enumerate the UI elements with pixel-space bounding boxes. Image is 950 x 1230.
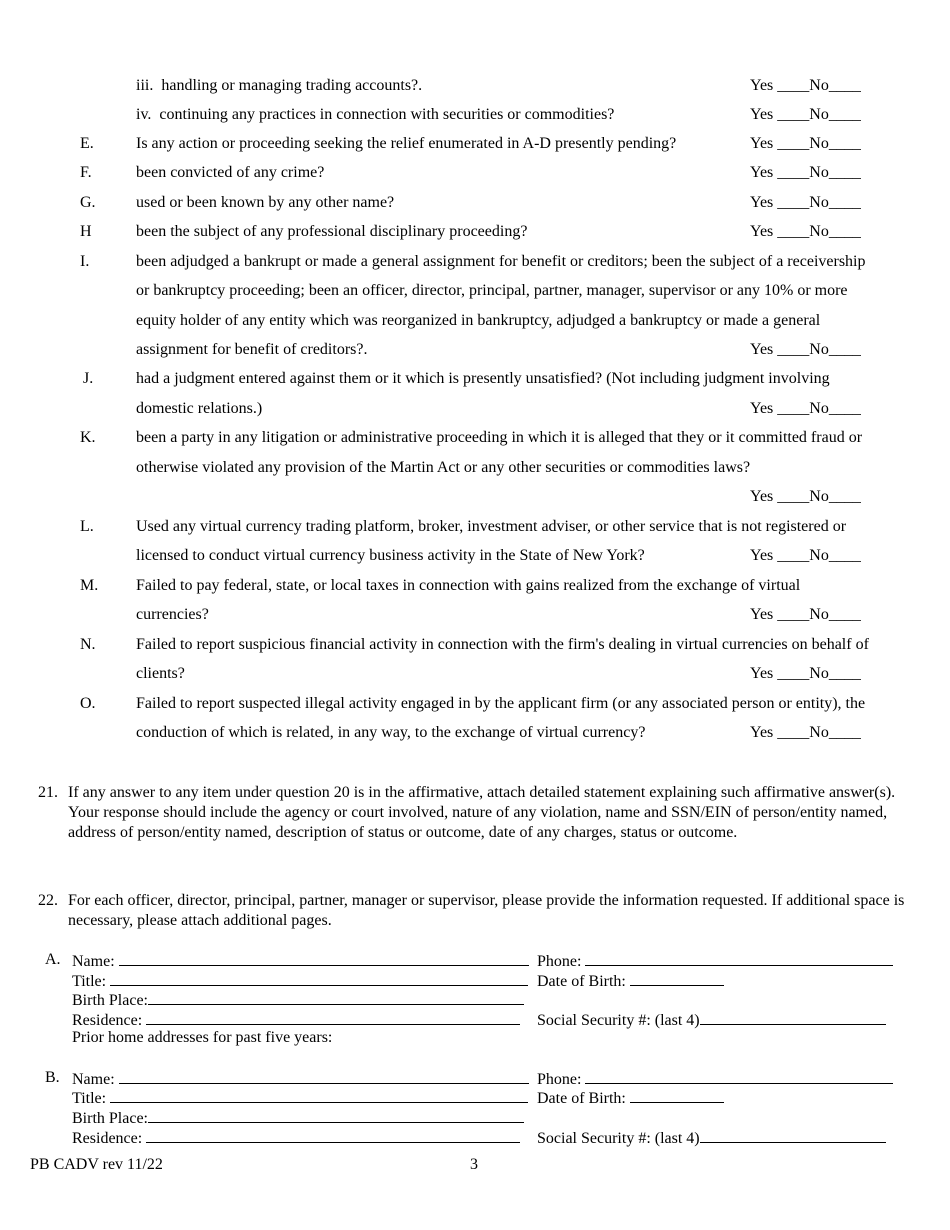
yes-no-field[interactable]: Yes ____No____ (750, 488, 861, 505)
item-letter: L. (80, 518, 94, 535)
phone-label: Phone: (537, 1071, 582, 1088)
question-21-text: If any answer to any item under question 20 is in the affirmative, attach detailed statement explaining such affirmative answer(s). Your response should include the agency or court involved, nature of any violation, name and SSN/EIN of person/entity named, address of person/entity named, description of status or outcome, date of any charges, status or outcome. (68, 784, 896, 841)
question-text-line: been adjudged a bankrupt or made a general assignment for benefit or creditors; been the subject of a receivership (136, 253, 866, 270)
birth-place-row (72, 989, 524, 1011)
question-22-text: For each officer, director, principal, partner, manager or supervisor, please provide the information requested. If additional space is necessary, please attach additional pages. (68, 892, 905, 929)
ssn-field[interactable] (700, 1009, 886, 1025)
question-text-line: Used any virtual currency trading platform, broker, investment adviser, or other service that is not registered or (136, 518, 847, 535)
ssn-field[interactable] (700, 1127, 886, 1143)
item-iv (136, 105, 614, 125)
yes-no-field[interactable]: Yes ____No____ (750, 77, 861, 94)
question-text-line: been a party in any litigation or administrative proceeding in which it is alleged that they or it committed fraud or (136, 429, 863, 446)
yes-no-field[interactable]: Yes ____No____ (750, 194, 861, 211)
name-row (72, 950, 529, 972)
title-label: Title: (72, 1090, 107, 1107)
dob-row (537, 1087, 724, 1109)
item-letter: K. (80, 429, 96, 446)
yes-no-field[interactable]: Yes ____No____ (750, 665, 861, 682)
yes-no-field[interactable]: Yes ____No____ (750, 223, 861, 240)
name-label: Name: (72, 1071, 115, 1088)
question-text: been the subject of any professional disciplinary proceeding? (136, 223, 528, 240)
title-label: Title: (72, 973, 107, 990)
yes-no-field[interactable]: Yes ____No____ (750, 164, 861, 181)
phone-label: Phone: (537, 953, 582, 970)
question-text-line: had a judgment entered against them or it which is presently unsatisfied? (Not including judgment involving (136, 370, 830, 387)
name-field[interactable] (119, 1068, 529, 1084)
entry-letter: A. (45, 951, 61, 968)
title-field[interactable] (110, 970, 528, 986)
phone-field[interactable] (585, 950, 893, 966)
question-text: Is any action or proceeding seeking the relief enumerated in A-D presently pending? (136, 135, 677, 152)
question-text-line: currencies? (136, 606, 209, 623)
ssn-label: Social Security #: (last 4) (537, 1012, 700, 1029)
birth-place-field[interactable] (148, 989, 524, 1005)
name-label: Name: (72, 953, 115, 970)
question-number: 21. (38, 784, 58, 801)
item-letter: H (80, 223, 92, 240)
question-number: 22. (38, 892, 58, 909)
ssn-label: Social Security #: (last 4) (537, 1130, 700, 1147)
page-number: 3 (470, 1156, 478, 1173)
entry-letter: B. (45, 1069, 60, 1086)
item-letter: M. (80, 577, 99, 594)
item-letter: N. (80, 636, 96, 653)
birth-place-label: Birth Place: (72, 1110, 148, 1127)
yes-no-field[interactable]: Yes ____No____ (750, 606, 861, 623)
title-field[interactable] (110, 1087, 528, 1103)
question-text-line: otherwise violated any provision of the Martin Act or any other securities or commodities laws? (136, 459, 751, 476)
question-text: handling or managing trading accounts?. (161, 77, 423, 94)
yes-no-field[interactable]: Yes ____No____ (750, 106, 861, 123)
item-marker: iii. (136, 77, 154, 94)
item-letter: O. (80, 695, 96, 712)
question-text-line: Failed to report suspicious financial activity in connection with the firm's dealing in virtual currencies on behalf of (136, 636, 869, 653)
item-letter: I. (80, 253, 90, 270)
form-id: PB CADV rev 11/22 (30, 1156, 163, 1173)
title-row (72, 1087, 528, 1109)
residence-label: Residence: (72, 1012, 143, 1029)
question-text-line: equity holder of any entity which was reorganized in bankruptcy, adjudged a bankruptcy or made a general (136, 312, 821, 329)
yes-no-field[interactable]: Yes ____No____ (750, 400, 861, 417)
residence-label: Residence: (72, 1130, 143, 1147)
ssn-row (537, 1009, 886, 1031)
question-text-line: conduction of which is related, in any way, to the exchange of virtual currency? (136, 724, 646, 741)
birth-place-row (72, 1107, 524, 1129)
question-text-line: licensed to conduct virtual currency business activity in the State of New York? (136, 547, 645, 564)
dob-label: Date of Birth: (537, 1090, 626, 1107)
dob-field[interactable] (630, 970, 724, 986)
prior-addresses-label: Prior home addresses for past five years: (72, 1029, 333, 1046)
dob-label: Date of Birth: (537, 973, 626, 990)
phone-row (537, 950, 893, 972)
residence-row (72, 1127, 520, 1149)
question-text-line: assignment for benefit of creditors?. (136, 341, 368, 358)
yes-no-field[interactable]: Yes ____No____ (750, 547, 861, 564)
name-field[interactable] (119, 950, 529, 966)
item-letter: G. (80, 194, 96, 211)
item-marker: iv. (136, 106, 152, 123)
item-letter: E. (80, 135, 94, 152)
item-letter: J. (83, 370, 94, 387)
question-text-line: Failed to report suspected illegal activity engaged in by the applicant firm (or any associated person or entity), the (136, 695, 866, 712)
question-text-line: domestic relations.) (136, 400, 263, 417)
phone-field[interactable] (585, 1068, 893, 1084)
birth-place-label: Birth Place: (72, 992, 148, 1009)
item-iii (136, 76, 422, 96)
ssn-row (537, 1127, 886, 1149)
residence-field[interactable] (146, 1127, 520, 1143)
question-text-line: clients? (136, 665, 185, 682)
residence-field[interactable] (146, 1009, 520, 1025)
dob-row (537, 970, 724, 992)
item-letter: F. (80, 164, 92, 181)
question-text: continuing any practices in connection with securities or commodities? (159, 106, 615, 123)
question-text: used or been known by any other name? (136, 194, 395, 211)
question-text-line: or bankruptcy proceeding; been an officer, director, principal, partner, manager, supervisor or any 10% or more (136, 282, 848, 299)
question-text: been convicted of any crime? (136, 164, 325, 181)
yes-no-field[interactable]: Yes ____No____ (750, 724, 861, 741)
dob-field[interactable] (630, 1087, 724, 1103)
question-text-line: Failed to pay federal, state, or local taxes in connection with gains realized from the exchange of virtual (136, 577, 801, 594)
birth-place-field[interactable] (148, 1107, 524, 1123)
yes-no-field[interactable]: Yes ____No____ (750, 341, 861, 358)
yes-no-field[interactable]: Yes ____No____ (750, 135, 861, 152)
